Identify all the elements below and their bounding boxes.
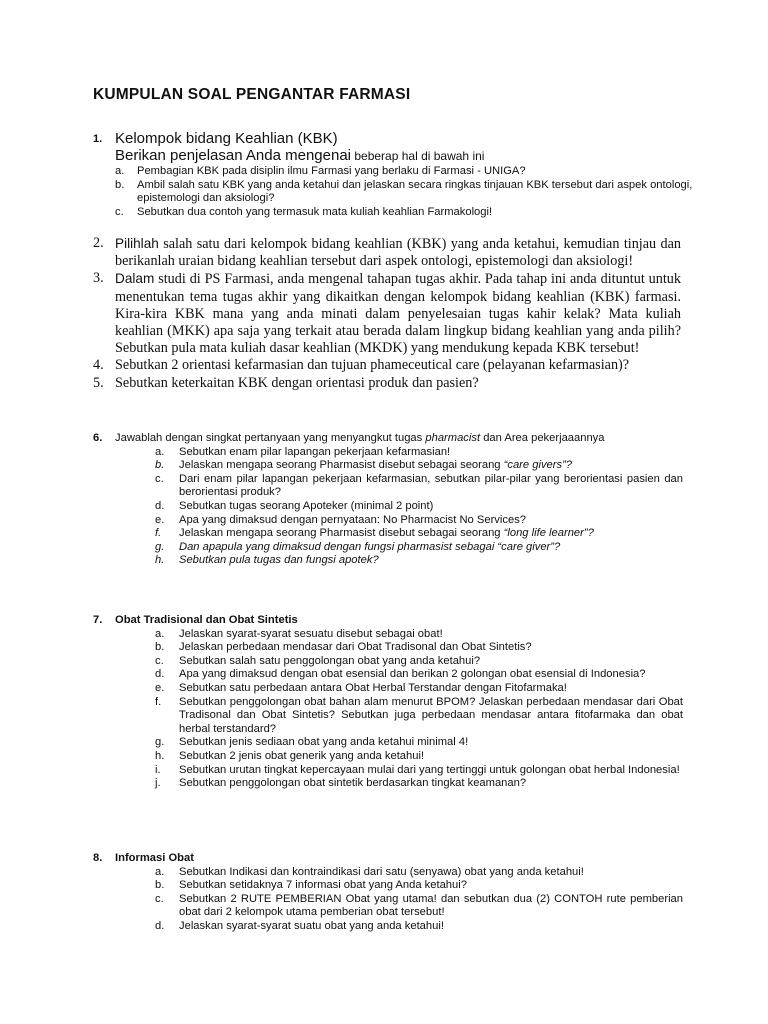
list-item: b. Jelaskan mengapa seorang Pharmasist disebut sebagai seorang “care givers”? (155, 459, 573, 472)
list-item: e. Apa yang dimaksud dengan pernyataan: No Pharmacist No Services? (155, 513, 527, 526)
list-item: a. Pembagian KBK pada disiplin ilmu Farmasi yang berlaku di Farmasi - UNIGA? (115, 165, 526, 177)
list-item: a. Sebutkan Indikasi dan kontraindikasi dari satu (senyawa) obat yang anda ketahui! (155, 865, 584, 878)
list-item: b. Ambil salah satu KBK yang anda ketahui dan jelaskan secara ringkas tinjauan KBK tersebut dari aspek ontologi, epistemologi dan aksiologi? (115, 178, 693, 204)
list-item: j. Sebutkan penggolongan obat sintetik berdasarkan tingkat keamanan? (155, 777, 527, 790)
question-7 (93, 614, 683, 791)
question-7-heading: Obat Tradisional dan Obat Sintetis (115, 614, 298, 626)
list-item: g. Sebutkan jenis sediaan obat yang anda ketahui minimal 4! (155, 736, 469, 749)
question-6 (93, 432, 683, 568)
question-number: 8. (93, 852, 103, 864)
list-item: c. Sebutkan 2 RUTE PEMBERIAN Obat yang utama! dan sebutkan dua (2) CONTOH rute pemberian obat dari 2 kelompok utama pemberian obat tersebut! (155, 892, 683, 919)
list-item: c. Sebutkan dua contoh yang termasuk mata kuliah keahlian Farmakologi! (115, 205, 493, 218)
question-8 (93, 852, 683, 934)
question-8-heading: Informasi Obat (115, 852, 194, 864)
question-number: 7. (93, 614, 103, 626)
question-8-sublist (155, 866, 683, 934)
list-item: d. Jelaskan syarat-syarat suatu obat yang anda ketahui! (155, 919, 444, 932)
questions-2-5 (93, 235, 681, 392)
question-3: 3. Dalam studi di PS Farmasi, anda mengenal tahapan tugas akhir. Pada tahap ini anda dituntut untuk menentukan tema tugas akhir yang dikaitkan dengan kelompok bidang keahlian (KBK) farmasi. Kira-kira KBK mana yang anda minati dalam penyelesaian tugas kahir kelak? Mata kuliah keahlian (MKK) apa saja yang terkait atau berada dalam lingkup bidang keahlian yang anda pilih? Sebutkan pula mata kuliah dasar keahlian (MKDK) yang mendukung kepada KBK tersebut! (93, 270, 681, 357)
list-item: a. Sebutkan enam pilar lapangan pekerjaan kefarmasian! (155, 445, 451, 458)
question-1-heading: Kelompok bidang Keahlian (KBK) (115, 130, 338, 147)
list-item: i. Sebutkan urutan tingkat kepercayaan mulai dari yang tertinggi untuk golongan obat herbal Indonesia! (155, 763, 680, 776)
list-item: b. Sebutkan setidaknya 7 informasi obat yang Anda ketahui? (155, 879, 467, 892)
question-1 (93, 130, 693, 219)
question-1-instruction: Berikan penjelasan Anda mengenai beberap hal di bawah ini (115, 147, 485, 164)
list-item: h. Sebutkan pula tugas dan fungsi apotek? (155, 554, 379, 567)
list-item: h. Sebutkan 2 jenis obat generik yang anda ketahui! (155, 749, 425, 762)
document-title: KUMPULAN SOAL PENGANTAR FARMASI (93, 86, 411, 103)
question-2: 2. Pilihlah salah satu dari kelompok bidang keahlian (KBK) yang anda ketahui, kemudian tinjau dan berikanlah uraian bidang keahlian tersebut dari aspek ontologi, epistemologi dan aksiologi! (93, 235, 681, 270)
question-1-sublist (115, 165, 693, 219)
question-7-sublist (155, 628, 683, 791)
list-item: c. Dari enam pilar lapangan pekerjaan kefarmasian, sebutkan pilar-pilar yang berorientasi pasien dan berorientasi produk? (155, 472, 683, 499)
list-item: c. Sebutkan salah satu penggolongan obat yang anda ketahui? (155, 654, 481, 667)
list-item: e. Sebutkan satu perbedaan antara Obat Herbal Terstandar dengan Fitofarmaka! (155, 681, 567, 694)
question-6-sublist (155, 446, 683, 568)
list-item: g. Dan apapula yang dimaksud dengan fungsi pharmasist sebagai “care giver”? (155, 540, 561, 553)
list-item: d. Sebutkan tugas seorang Apoteker (minimal 2 point) (155, 499, 434, 512)
list-item: a. Jelaskan syarat-syarat sesuatu disebut sebagai obat! (155, 627, 443, 640)
question-4: 4. Sebutkan 2 orientasi kefarmasian dan tujuan phameceutical care (pelayanan kefarmasian)? (93, 357, 630, 374)
question-6-intro: Jawablah dengan singkat pertanyaan yang menyangkut tugas pharmacist dan Area pekerjaaannya (115, 432, 605, 444)
list-item: f. Sebutkan penggolongan obat bahan alam menurut BPOM? Jelaskan perbedaan mendasar dari Obat Tradisonal dan Obat Sintetis? Sebutkan juga perbedaan mendasar antara fitofarmaka dan obat herbal terstandard? (155, 695, 683, 735)
list-item: f. Jelaskan mengapa seorang Pharmasist disebut sebagai seorang “long life learner”? (155, 527, 594, 540)
question-5: 5. Sebutkan keterkaitan KBK dengan orientasi produk dan pasien? (93, 374, 479, 391)
list-item: d. Apa yang dimaksud dengan obat esensial dan berikan 2 golongan obat esensial di Indonesia? (155, 668, 646, 681)
list-item: b. Jelaskan perbedaan mendasar dari Obat Tradisonal dan Obat Sintetis? (155, 641, 532, 654)
question-number: 6. (93, 432, 103, 444)
question-number: 1. (93, 133, 103, 145)
